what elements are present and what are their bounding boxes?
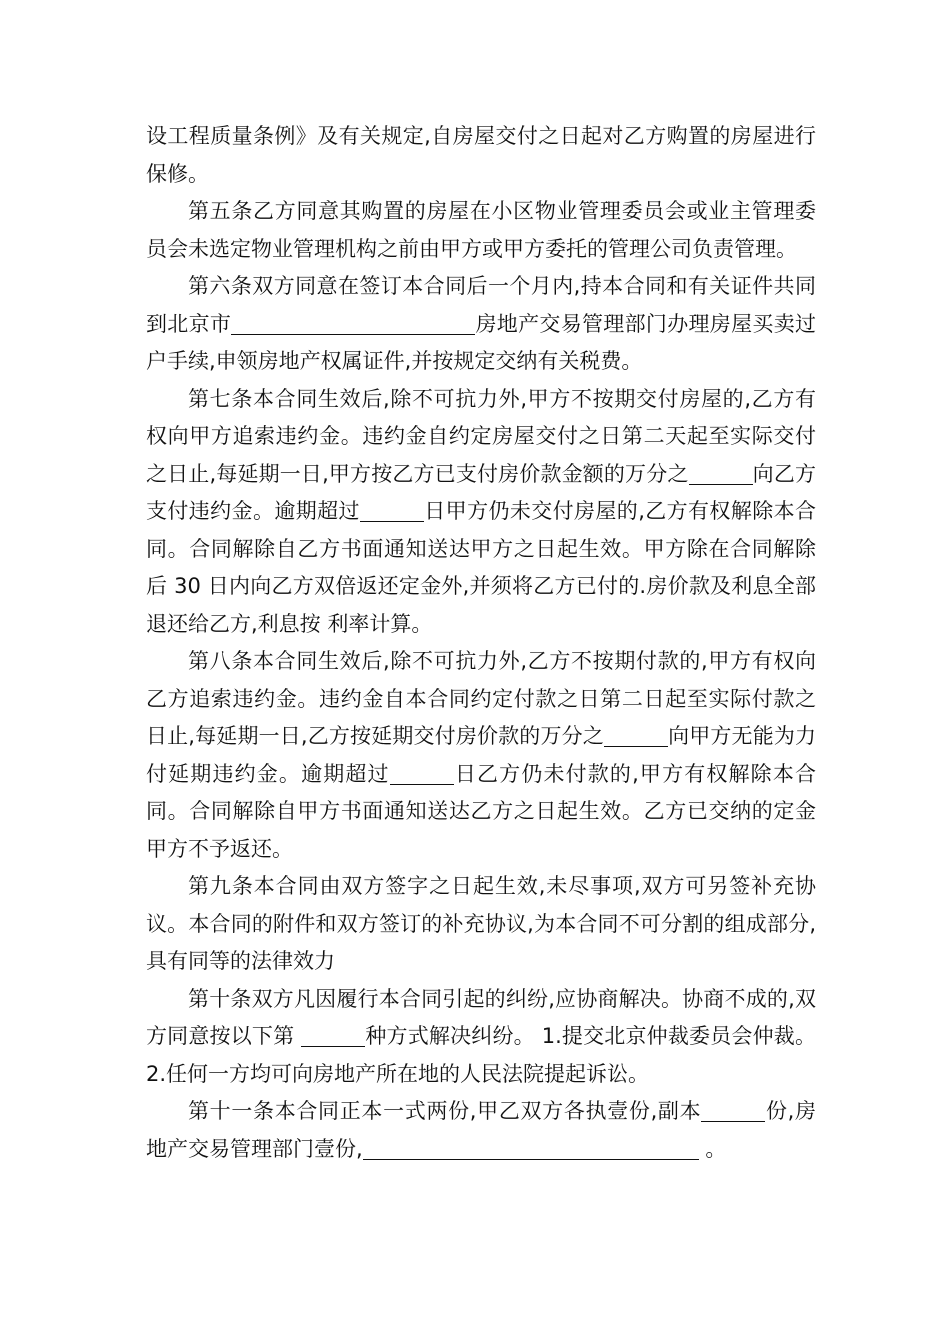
paragraph-article-6 [146, 268, 816, 381]
article-10-text-a: 第十条双方凡因履行本合同引起的纠纷,应协商解决。协商不成的,双方同意按以下第 [146, 986, 816, 1048]
blank-late-payment-days[interactable] [390, 762, 454, 785]
article-5-text: 第五条乙方同意其购置的房屋在小区物业管理委员会或业主管理委员会未选定物业管理机构之前由甲方或甲方委托的管理公司负责管理。 [146, 199, 816, 261]
article-7-text-b: 向乙方支付违约金。逾期超过 [146, 461, 816, 523]
paragraph-article-10 [146, 981, 816, 1094]
paragraph-article-9 [146, 868, 816, 981]
article-7-text-a: 第七条本合同生效后,除不可抗力外,甲方不按期交付房屋的,乙方有权向甲方追索违约金。违约金自约定房屋交付之日第二天起至实际交付之日止,每延期一日,甲方按乙方已支付房价款金额的万分之 [146, 386, 816, 486]
blank-dispute-method[interactable] [301, 1024, 365, 1047]
article-8-text-b: 向甲方无能为力付延期违约金。逾期超过 [146, 724, 817, 786]
blank-late-payment-rate[interactable] [604, 724, 668, 747]
article-6-text-a: 第六条双方同意在签订本合同后一个月内,持本合同和有关证件共同到北京市 [146, 274, 816, 336]
paragraph-article-4-tail [146, 118, 816, 193]
article-6-text-b: 房地产交易管理部门办理房屋买卖过户手续,申领房地产权属证件,并按规定交纳有关税费。 [146, 311, 817, 373]
article-8-text-a: 第八条本合同生效后,除不可抗力外,乙方不按期付款的,甲方有权向乙方追索违约金。违约金自本合同约定付款之日第二日起至实际付款之日止,每延期一日,乙方按延期交付房价款的万分之 [146, 649, 816, 748]
paragraph-article-11 [146, 1093, 816, 1168]
article-4-text: 设工程质量条例》及有关规定,自房屋交付之日起对乙方购置的房屋进行保修。 [146, 124, 816, 186]
blank-copy-count[interactable] [701, 1099, 765, 1122]
document-page [146, 118, 816, 1168]
article-8-text-c: 日乙方仍未付款的,甲方有权解除本合同。合同解除自甲方书面通知送达乙方之日起生效。乙方已交纳的定金甲方不予返还。 [146, 761, 816, 861]
blank-penalty-rate[interactable] [689, 462, 753, 485]
article-9-text: 第九条本合同由双方签字之日起生效,未尽事项,双方可另签补充协议。本合同的附件和双方签订的补充协议,为本合同不可分割的组成部分,具有同等的法律效力 [146, 874, 816, 973]
article-11-text-b: 份,房地产交易管理部门壹份, [146, 1099, 816, 1161]
article-11-text-c: 。 [698, 1136, 727, 1161]
blank-district[interactable] [231, 312, 475, 335]
blank-other-holder[interactable] [363, 1137, 699, 1160]
paragraph-article-5 [146, 193, 816, 268]
article-10-text-b: 种方式解决纠纷。 1.提交北京仲裁委员会仲裁。 2.任何一方均可向房地产所在地的人民法院提起诉讼。 [146, 1024, 816, 1086]
paragraph-article-8 [146, 643, 816, 868]
article-11-text-a: 第十一条本合同正本一式两份,甲乙双方各执壹份,副本 [188, 1099, 702, 1123]
article-7-text-c: 日甲方仍未交付房屋的,乙方有权解除本合同。合同解除自乙方书面通知送达甲方之日起生效。甲方除在合同解除后 30 日内向乙方双倍返还定金外,并须将乙方已付的.房价款及利息全部退还给乙方,利息按 利率计算。 [146, 499, 816, 636]
blank-overdue-days[interactable] [360, 499, 424, 522]
paragraph-article-7 [146, 381, 816, 644]
